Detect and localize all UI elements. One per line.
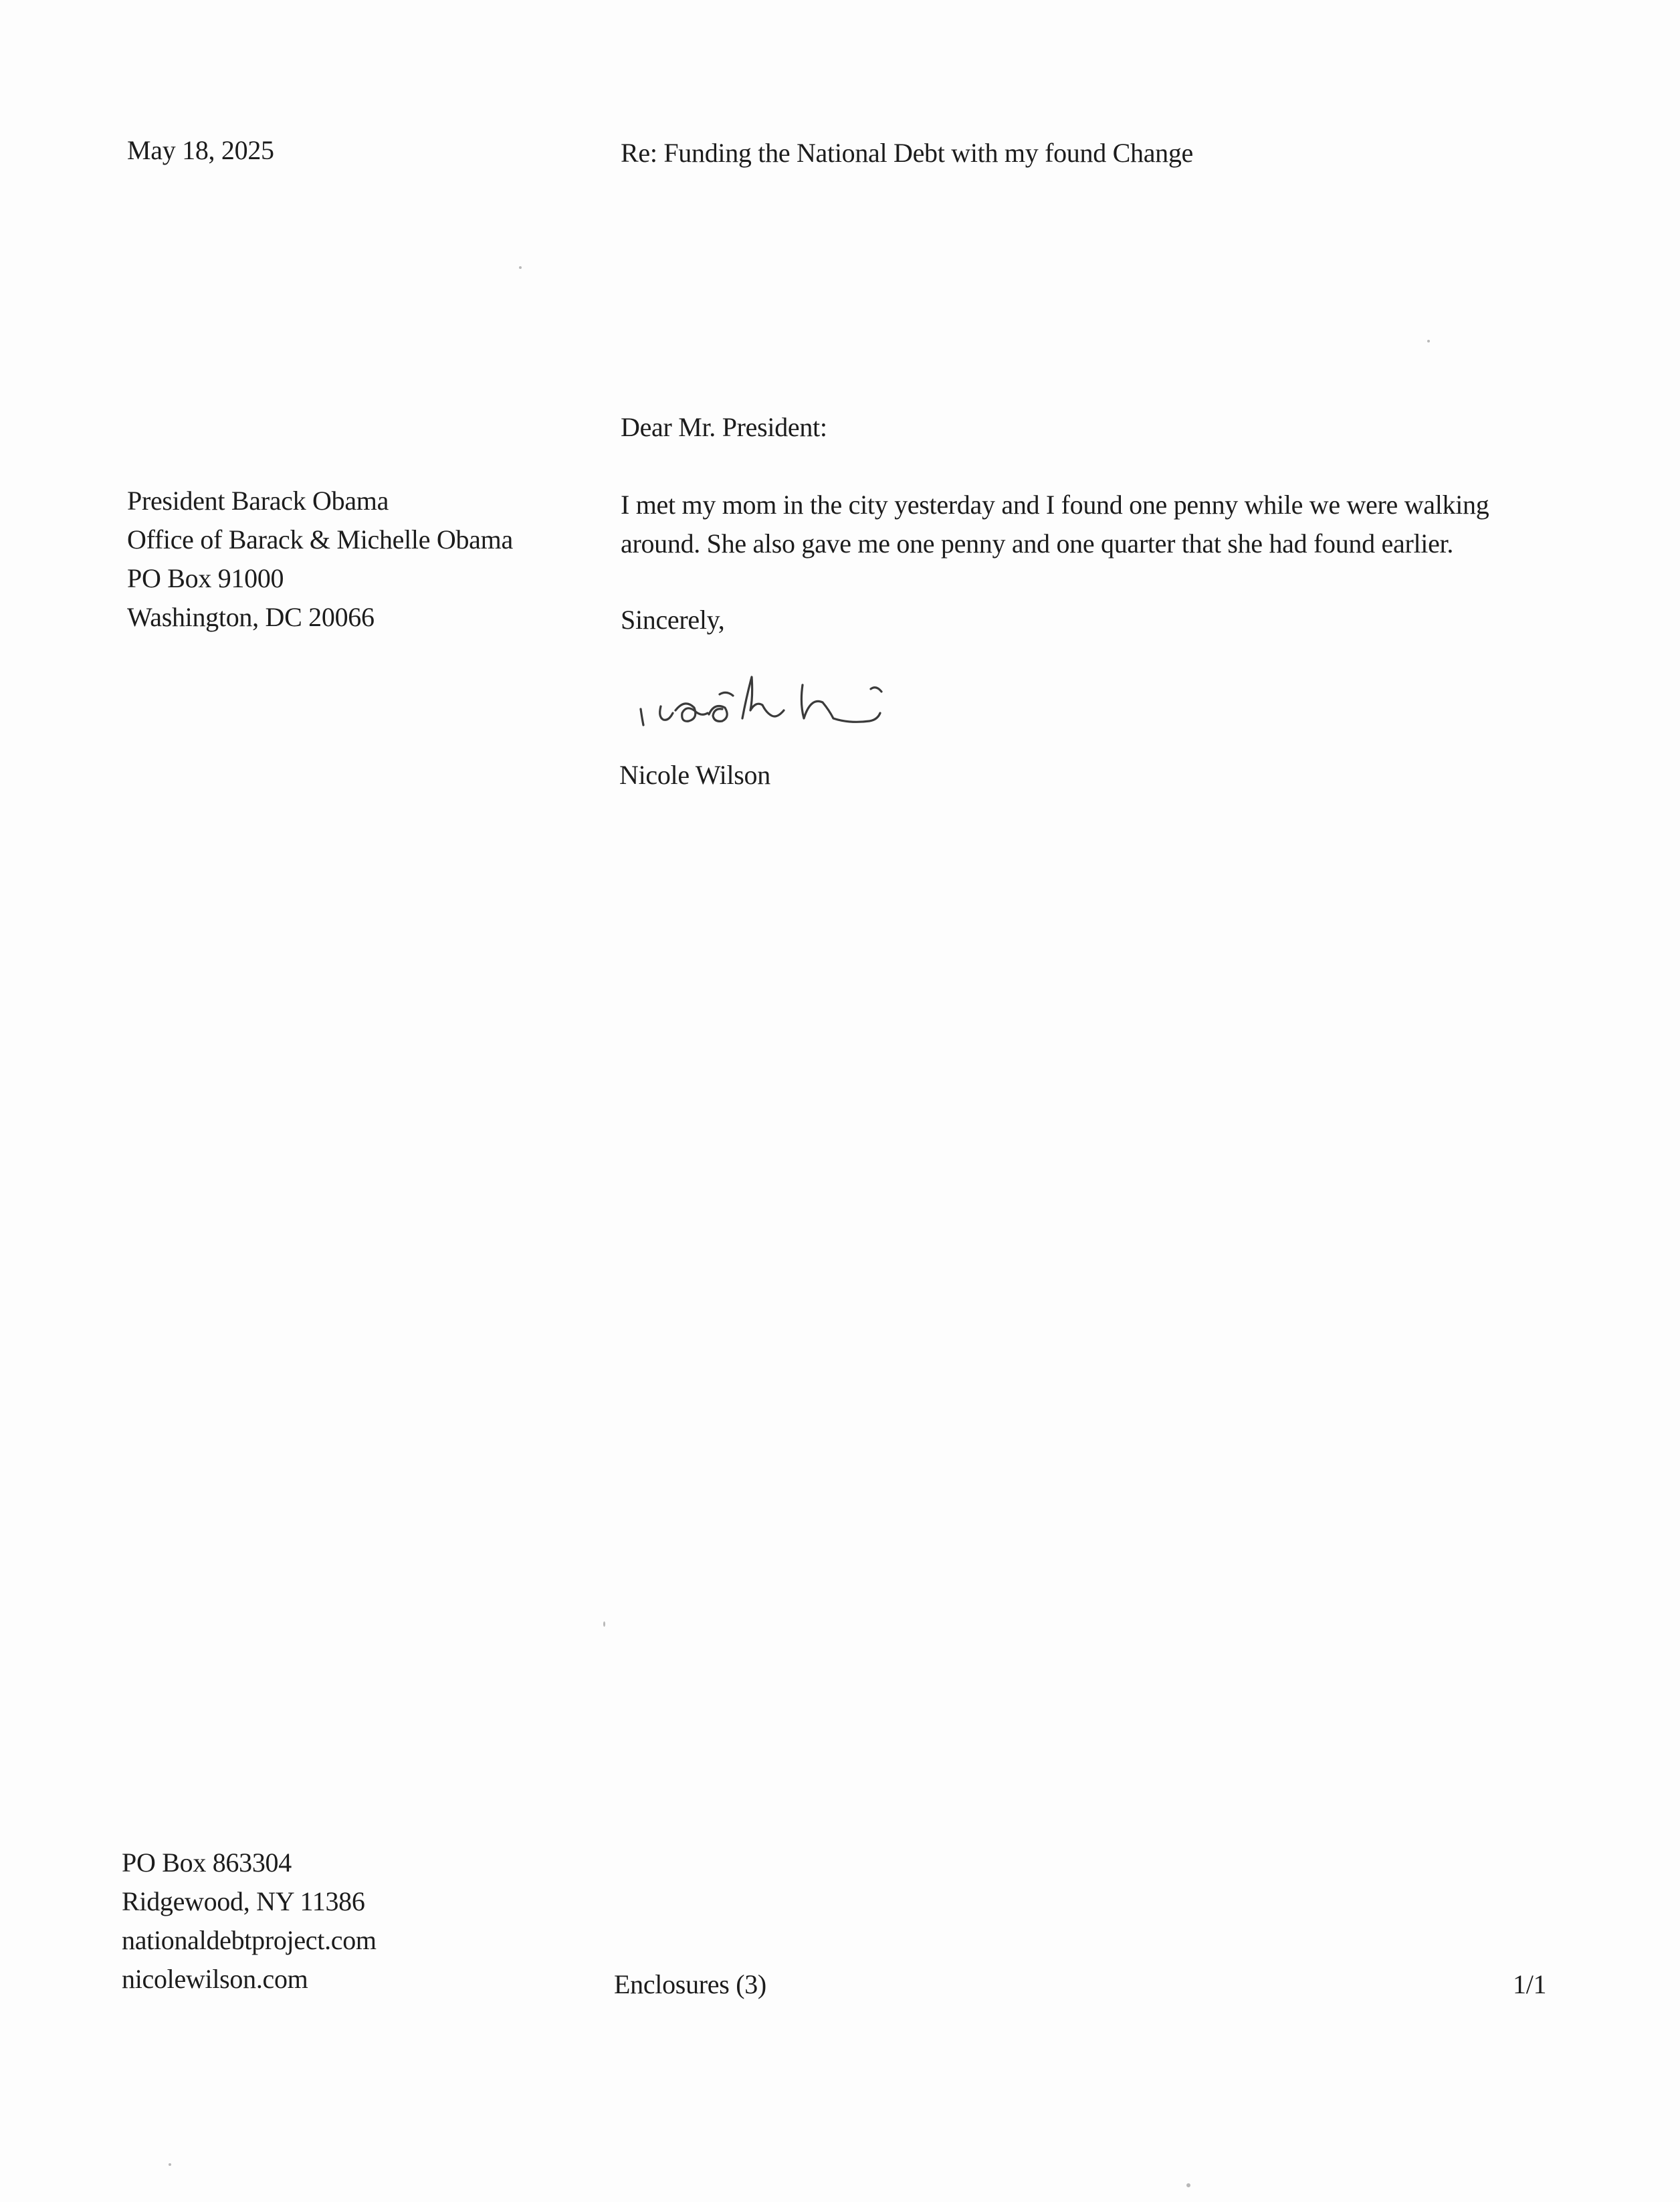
body-line: around. She also gave me one penny and one quarter that she had found earlier. bbox=[621, 528, 1454, 559]
handwritten-signature bbox=[629, 657, 950, 737]
sender-po-box: PO Box 863304 bbox=[122, 1847, 292, 1878]
body-line: I met my mom in the city yesterday and I found one penny while we were walking bbox=[621, 490, 1489, 520]
sender-address bbox=[122, 1843, 377, 1999]
page-number: 1/1 bbox=[1513, 1969, 1547, 1999]
signer-name: Nicole Wilson bbox=[619, 760, 770, 790]
letter-date: May 18, 2025 bbox=[127, 135, 274, 165]
scan-speck bbox=[519, 266, 522, 269]
sender-website-personal: nicolewilson.com bbox=[122, 1964, 308, 1994]
closing: Sincerely, bbox=[621, 605, 725, 635]
sender-website: nationaldebtproject.com bbox=[122, 1925, 377, 1955]
letter-body bbox=[621, 486, 1570, 563]
salutation: Dear Mr. President: bbox=[621, 412, 827, 442]
letter-subject: Re: Funding the National Debt with my found Change bbox=[621, 138, 1193, 168]
scan-speck bbox=[603, 1621, 605, 1627]
recipient-address bbox=[127, 482, 513, 637]
scan-speck bbox=[1427, 340, 1430, 342]
scan-speck bbox=[1186, 2183, 1190, 2187]
recipient-name: President Barack Obama bbox=[127, 486, 389, 516]
sender-city: Ridgewood, NY 11386 bbox=[122, 1886, 365, 1916]
recipient-po-box: PO Box 91000 bbox=[127, 563, 284, 593]
enclosures-note: Enclosures (3) bbox=[614, 1969, 766, 1999]
scan-speck bbox=[169, 2163, 171, 2166]
recipient-city: Washington, DC 20066 bbox=[127, 602, 375, 632]
recipient-office: Office of Barack & Michelle Obama bbox=[127, 524, 513, 555]
